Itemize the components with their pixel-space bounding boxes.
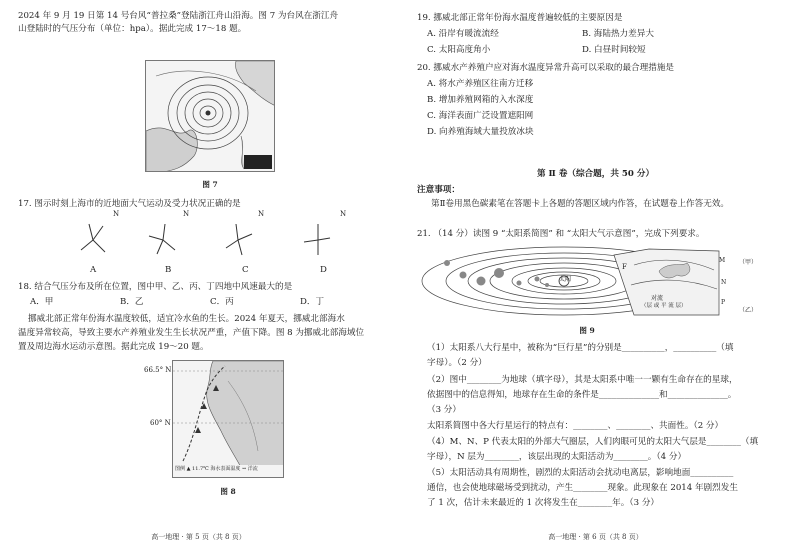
sub-question-4-line1: （4）M、N、P 代表太阳的外部大气圈层，人们肉眼可见的太阳大气层是________（填 bbox=[427, 437, 759, 447]
fig9-label-n: N bbox=[721, 279, 727, 286]
question-21: 21. （14 分）读图 9 “太阳系简图” 和 “太阳大气示意图”，完成下列要求。 bbox=[417, 229, 705, 239]
q17-option-a: A bbox=[90, 265, 97, 275]
sub-question-1-line2: 字母）。（2 分） bbox=[427, 358, 487, 368]
sub-question-2-line2: 依据图中的信息得知，地球存在生命的条件是______________和______________。 bbox=[427, 390, 737, 400]
norway-map-svg bbox=[173, 361, 284, 478]
sub-question-2-line3: （3 分） bbox=[427, 405, 461, 415]
sub-question-1-line1: （1）太阳系八大行星中，被称为“巨行星”的分别是__________，__________（填 bbox=[427, 343, 734, 353]
fig9-sun-label: 太阳 bbox=[559, 276, 572, 283]
passage-line1: 挪威北部正常年份海水温度较低，适宜冷水鱼的生长。2024 年夏天，挪威北部海水 bbox=[28, 314, 345, 324]
sub-question-5-line3: 了 1 次，估计未来最近的 1 次将发生在________年。（3 分） bbox=[427, 498, 660, 508]
left-page-footer: 高一地理 · 第 5 页（共 8 页） bbox=[151, 532, 246, 541]
figure-8-caption: 图 8 bbox=[220, 487, 236, 496]
q20-option-a: A. 将水产养殖区往南方迁移 bbox=[427, 79, 534, 89]
q18-option-c: C．丙 bbox=[210, 297, 234, 307]
q18-option-d: D．丁 bbox=[300, 297, 325, 307]
fig9-layer-label: 对流 bbox=[651, 295, 664, 302]
compass-label-b: N bbox=[183, 210, 190, 218]
fig9-label-yi: （乙） bbox=[739, 307, 758, 314]
fig9-layer-label2: （层 或 平 流 层） bbox=[641, 303, 687, 309]
q19-option-a: A. 沿岸有暖流流经 bbox=[427, 29, 499, 39]
figure-8-lat-66: 66.5° N bbox=[144, 366, 172, 374]
figure-7-pressure-map bbox=[145, 60, 275, 172]
q17-option-d: D bbox=[320, 265, 327, 275]
sub-question-5-line1: （5）太阳活动具有周期性，剧烈的太阳活动会扰动电离层，影响地面__________ bbox=[427, 468, 734, 478]
q17-option-c: C bbox=[242, 265, 249, 275]
fig9-label-m: M bbox=[719, 257, 726, 264]
intro-line1: 2024 年 9 月 19 日第 14 号台风“普拉桑”登陆浙江舟山沿海。图 7 为台风在浙江舟 bbox=[18, 11, 339, 21]
q17-option-b: B bbox=[165, 265, 172, 275]
figure-8-legend: 图例 ▲ 11.7℃ 海水表面温度 ⇝ 洋流 bbox=[175, 466, 258, 472]
fig9-label-f: F bbox=[622, 263, 627, 271]
figure-7-caption: 图 7 bbox=[202, 180, 218, 189]
sub-question-5-line2: 通信，也会使地球磁场受到扰动，产生________现象。此现象在 2014 年剧烈发生 bbox=[427, 483, 738, 493]
notice-title: 注意事项： bbox=[417, 185, 460, 195]
right-page bbox=[397, 0, 794, 546]
intro-line2: 山登陆时的气压分布（单位：hpa）。据此完成 17～18 题。 bbox=[18, 24, 247, 34]
question-19: 19. 挪威北部正常年份海水温度普遍较低的主要原因是 bbox=[417, 13, 623, 23]
q20-option-c: C. 海洋表面广泛设置遮阳网 bbox=[427, 111, 534, 121]
question-20: 20. 挪威水产养殖户应对海水温度异常升高可以采取的最合理措施是 bbox=[417, 63, 675, 73]
right-page-footer: 高一地理 · 第 6 页（共 8 页） bbox=[548, 532, 643, 541]
figure-8-norway-map bbox=[172, 360, 284, 478]
fig9-label-p: P bbox=[721, 299, 726, 306]
compass-label-a: N bbox=[113, 210, 120, 218]
q19-option-c: C. 太阳高度角小 bbox=[427, 45, 491, 55]
question-18: 18. 结合气压分布及所在位置，图中甲、乙、丙、丁四地中风速最大的是 bbox=[18, 282, 293, 292]
q18-option-b: B．乙 bbox=[120, 297, 144, 307]
question-17: 17. 图示时刻上海市的近地面大气运动及受力状况正确的是 bbox=[18, 199, 241, 209]
sub-question-3: 太阳系简图中各大行星运行的特点有：________、________、共面性。（2 分） bbox=[427, 421, 724, 431]
figure-9 bbox=[419, 245, 773, 323]
q18-option-a: A．甲 bbox=[30, 297, 54, 307]
compass-label-d: N bbox=[340, 210, 347, 218]
q20-option-b: B. 增加养殖网箱的入水深度 bbox=[427, 95, 534, 105]
sub-question-4-line2: 字母），N 层为________，该层出现的太阳活动为________。（4 分） bbox=[427, 452, 687, 462]
figure-9-caption: 图 9 bbox=[579, 326, 595, 335]
sub-question-2-line1: （2）图中________为地球（填字母），其是太阳系中唯一一颗有生命存在的星球， bbox=[427, 375, 738, 385]
notice-text: 第Ⅱ卷用黑色碳素笔在答题卡上各题的答题区域内作答，在试题卷上作答无效。 bbox=[431, 199, 730, 209]
q19-option-b: B. 海陆热力差异大 bbox=[582, 29, 654, 39]
fig9-label-jia: （甲） bbox=[739, 259, 758, 266]
passage-line2: 温度异常较高，导致主要水产养殖业发生生长状况严重，产值下降。图 8 为挪威北部海域位 bbox=[18, 328, 365, 338]
q20-option-d: D. 向养殖海域大量投放冰块 bbox=[427, 127, 534, 137]
q19-option-d: D. 白昼时间较短 bbox=[582, 45, 646, 55]
pressure-map-svg bbox=[146, 61, 275, 172]
compass-label-c: N bbox=[258, 210, 265, 218]
section-title: 第 Ⅱ 卷（综合题，共 50 分） bbox=[536, 169, 655, 179]
passage-line3: 置及周边海水运动示意图。据此完成 19～20 题。 bbox=[18, 342, 209, 352]
figure-8-lat-60: 60° N bbox=[150, 419, 171, 427]
